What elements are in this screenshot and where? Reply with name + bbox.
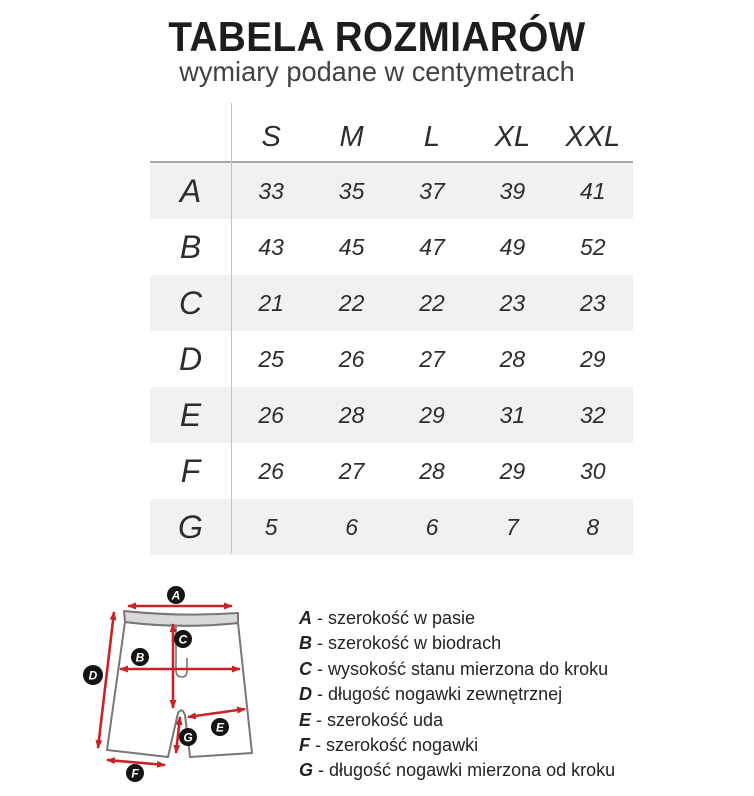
row-label: A	[150, 163, 231, 219]
legend-text: szerokość uda	[327, 709, 444, 730]
row-label: E	[150, 387, 231, 443]
row-label: F	[180, 452, 201, 489]
size-cell: 22	[392, 275, 472, 331]
size-cell: 27	[338, 457, 365, 484]
size-cell: 28	[419, 457, 445, 484]
legend-key: B	[299, 633, 312, 654]
size-cell: 28	[499, 345, 526, 372]
size-column-header: XXL	[553, 103, 633, 163]
size-cell: 25	[258, 345, 284, 372]
page-subtitle: wymiary podane w centymetrach	[179, 56, 575, 87]
legend-item	[299, 708, 615, 733]
legend-item	[299, 733, 615, 758]
size-cell: 52	[580, 233, 606, 260]
size-cell: 43	[258, 233, 284, 260]
legend-text: szerokość nogawki	[326, 735, 479, 756]
legend-text: szerokość w pasie	[328, 608, 476, 628]
size-cell: 26	[258, 457, 284, 484]
size-column-header: XL	[472, 103, 552, 163]
badge-a-label: A	[171, 588, 181, 603]
shorts-measurement-diagram	[75, 586, 295, 796]
legend-item	[299, 682, 615, 707]
size-column-header: L	[392, 103, 472, 163]
legend-key: F	[299, 735, 310, 756]
size-cell: 5	[231, 499, 311, 555]
legend-item	[299, 657, 615, 682]
page-title: TABELA ROZMIARÓW	[168, 13, 586, 60]
legend-text: szerokość w biodrach	[328, 633, 502, 654]
size-column-header: S	[231, 103, 311, 163]
legend-item	[299, 606, 615, 631]
badge-b-label: B	[135, 650, 145, 665]
legend-separator: -	[316, 709, 323, 730]
legend-item	[299, 631, 615, 656]
size-cell: 29	[392, 387, 472, 443]
legend-key: E	[299, 709, 312, 730]
legend-separator: -	[315, 735, 321, 756]
size-cell: 28	[311, 387, 391, 443]
row-label: G	[150, 499, 231, 555]
legend-key: G	[299, 760, 314, 781]
table-corner-cell	[150, 103, 231, 163]
legend-separator: -	[317, 658, 323, 679]
row-label: D	[178, 340, 203, 377]
legend-key: D	[299, 684, 312, 705]
size-cell: 45	[338, 233, 365, 260]
size-cell: 26	[338, 345, 365, 372]
size-cell: 29	[499, 457, 526, 484]
size-cell: 22	[311, 275, 391, 331]
row-label: B	[179, 228, 202, 265]
legend-key: C	[299, 658, 312, 679]
size-cell: 32	[553, 387, 633, 443]
legend-text: wysokość stanu mierzona do kroku	[328, 658, 609, 679]
badge-g-label: G	[183, 730, 193, 745]
row-label: C	[150, 275, 231, 331]
size-cell: 39	[472, 163, 552, 219]
size-cell: 26	[231, 387, 311, 443]
size-cell: 33	[231, 163, 311, 219]
size-cell: 41	[553, 163, 633, 219]
table-divider-vertical	[231, 103, 232, 553]
badge-e-label: E	[215, 720, 225, 735]
badge-c-label: C	[178, 632, 188, 647]
size-cell: 30	[580, 457, 606, 484]
legend-list	[299, 606, 615, 784]
size-cell: 7	[472, 499, 552, 555]
size-cell: 8	[553, 499, 633, 555]
legend-key: A	[299, 608, 312, 628]
size-cell: 31	[472, 387, 552, 443]
size-cell: 35	[311, 163, 391, 219]
size-cell: 6	[392, 499, 472, 555]
size-table	[150, 103, 633, 555]
legend-separator: -	[317, 633, 323, 654]
legend-separator: -	[317, 684, 323, 705]
badge-d-label: D	[88, 668, 98, 683]
size-cell: 49	[499, 233, 526, 260]
size-cell: 47	[419, 233, 445, 260]
shorts-waistband	[124, 611, 238, 626]
size-cell: 23	[553, 275, 633, 331]
size-cell: 29	[580, 345, 606, 372]
legend-text: długość nogawki mierzona od kroku	[329, 760, 616, 781]
size-column-header: M	[311, 103, 391, 163]
legend-separator: -	[317, 608, 323, 628]
size-cell: 37	[392, 163, 472, 219]
badge-f-label: F	[131, 766, 139, 781]
size-cell: 6	[311, 499, 391, 555]
legend-item	[299, 758, 615, 783]
size-cell: 21	[231, 275, 311, 331]
legend-text: długość nogawki zewnętrznej	[328, 684, 563, 705]
size-cell: 23	[472, 275, 552, 331]
legend-separator: -	[318, 760, 325, 781]
size-cell: 27	[419, 345, 445, 372]
